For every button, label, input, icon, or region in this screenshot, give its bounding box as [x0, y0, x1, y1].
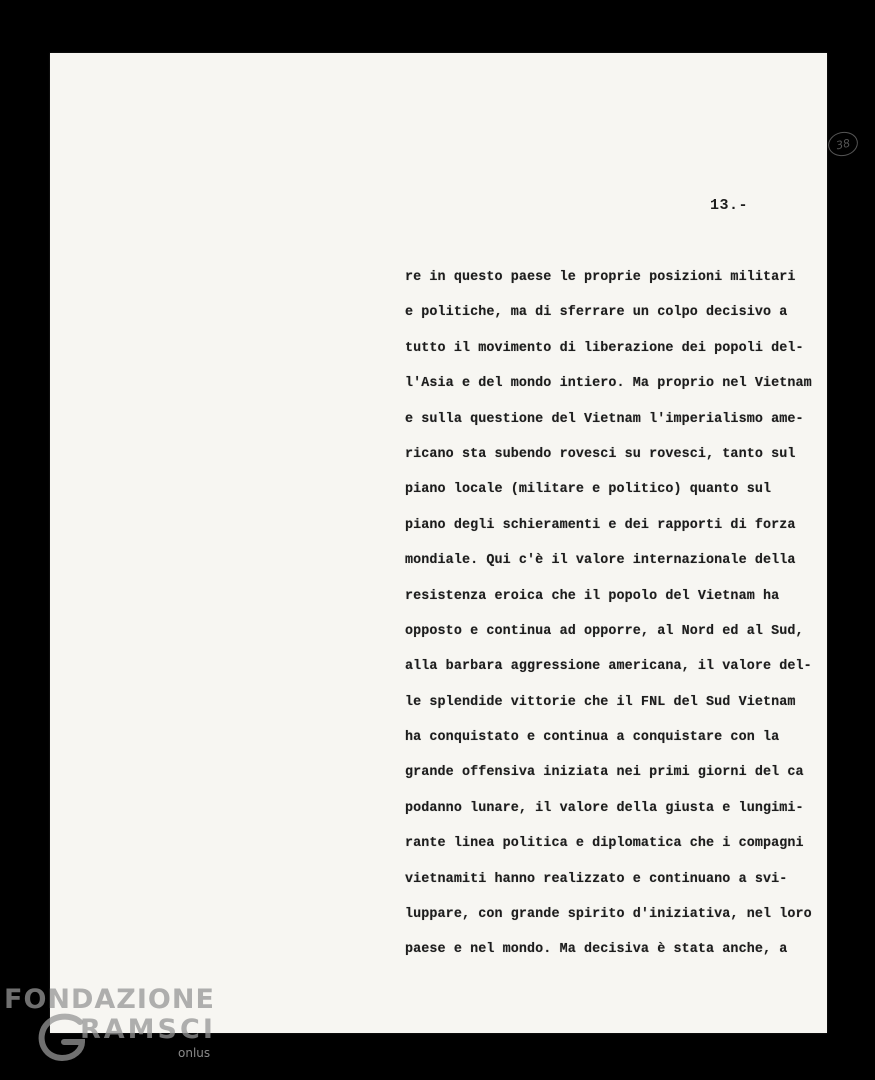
text-line: piano degli schieramenti e dei rapporti di forza [405, 517, 796, 533]
text-line: mondiale. Qui c'è il valore internazionale della [405, 553, 796, 569]
text-line: luppare, con grande spirito d'iniziativa, nel loro [405, 907, 812, 923]
text-line: e politiche, ma di sferrare un colpo decisivo a [405, 305, 788, 321]
text-line: paese e nel mondo. Ma decisiva è stata anche, a [405, 942, 788, 958]
document-page [50, 53, 852, 1033]
watermark-line2: RAMSCI [80, 1014, 216, 1045]
text-line: alla barbara aggressione americana, il valore del- [405, 659, 812, 675]
page-number: 13.- [710, 197, 749, 214]
text-line: grande offensiva iniziata nei primi giorni del ca [405, 765, 804, 781]
text-line: piano locale (militare e politico) quanto sul [405, 482, 772, 498]
fondazione-gramsci-watermark [4, 984, 224, 1076]
text-line: opposto e continua ad opporre, al Nord ed al Sud, [405, 623, 804, 639]
typewritten-text [405, 266, 865, 974]
text-line: tutto il movimento di liberazione dei popoli del- [405, 340, 804, 356]
text-line: resistenza eroica che il popolo del Vietnam ha [405, 588, 780, 604]
text-line: ha conquistato e continua a conquistare con la [405, 730, 780, 746]
text-line: podanno lunare, il valore della giusta e lungimi- [405, 800, 804, 816]
text-line: re in questo paese le proprie posizioni militari [405, 270, 796, 285]
text-line: rante linea politica e diplomatica che i compagni [405, 836, 804, 852]
watermark-line1: FONDAZIONE [4, 984, 215, 1015]
text-line: vietnamiti hanno realizzato e continuano a svi- [405, 871, 788, 887]
text-line: l'Asia e del mondo intiero. Ma proprio nel Vietnam [405, 376, 812, 392]
text-line: ricano sta subendo rovesci su rovesci, tanto sul [405, 446, 796, 462]
archive-stamp: 38 [826, 129, 860, 159]
text-line: e sulla questione del Vietnam l'imperialismo ame- [405, 411, 804, 427]
text-line: le splendide vittorie che il FNL del Sud Vietnam [405, 694, 796, 710]
watermark-suffix: onlus [178, 1046, 211, 1060]
